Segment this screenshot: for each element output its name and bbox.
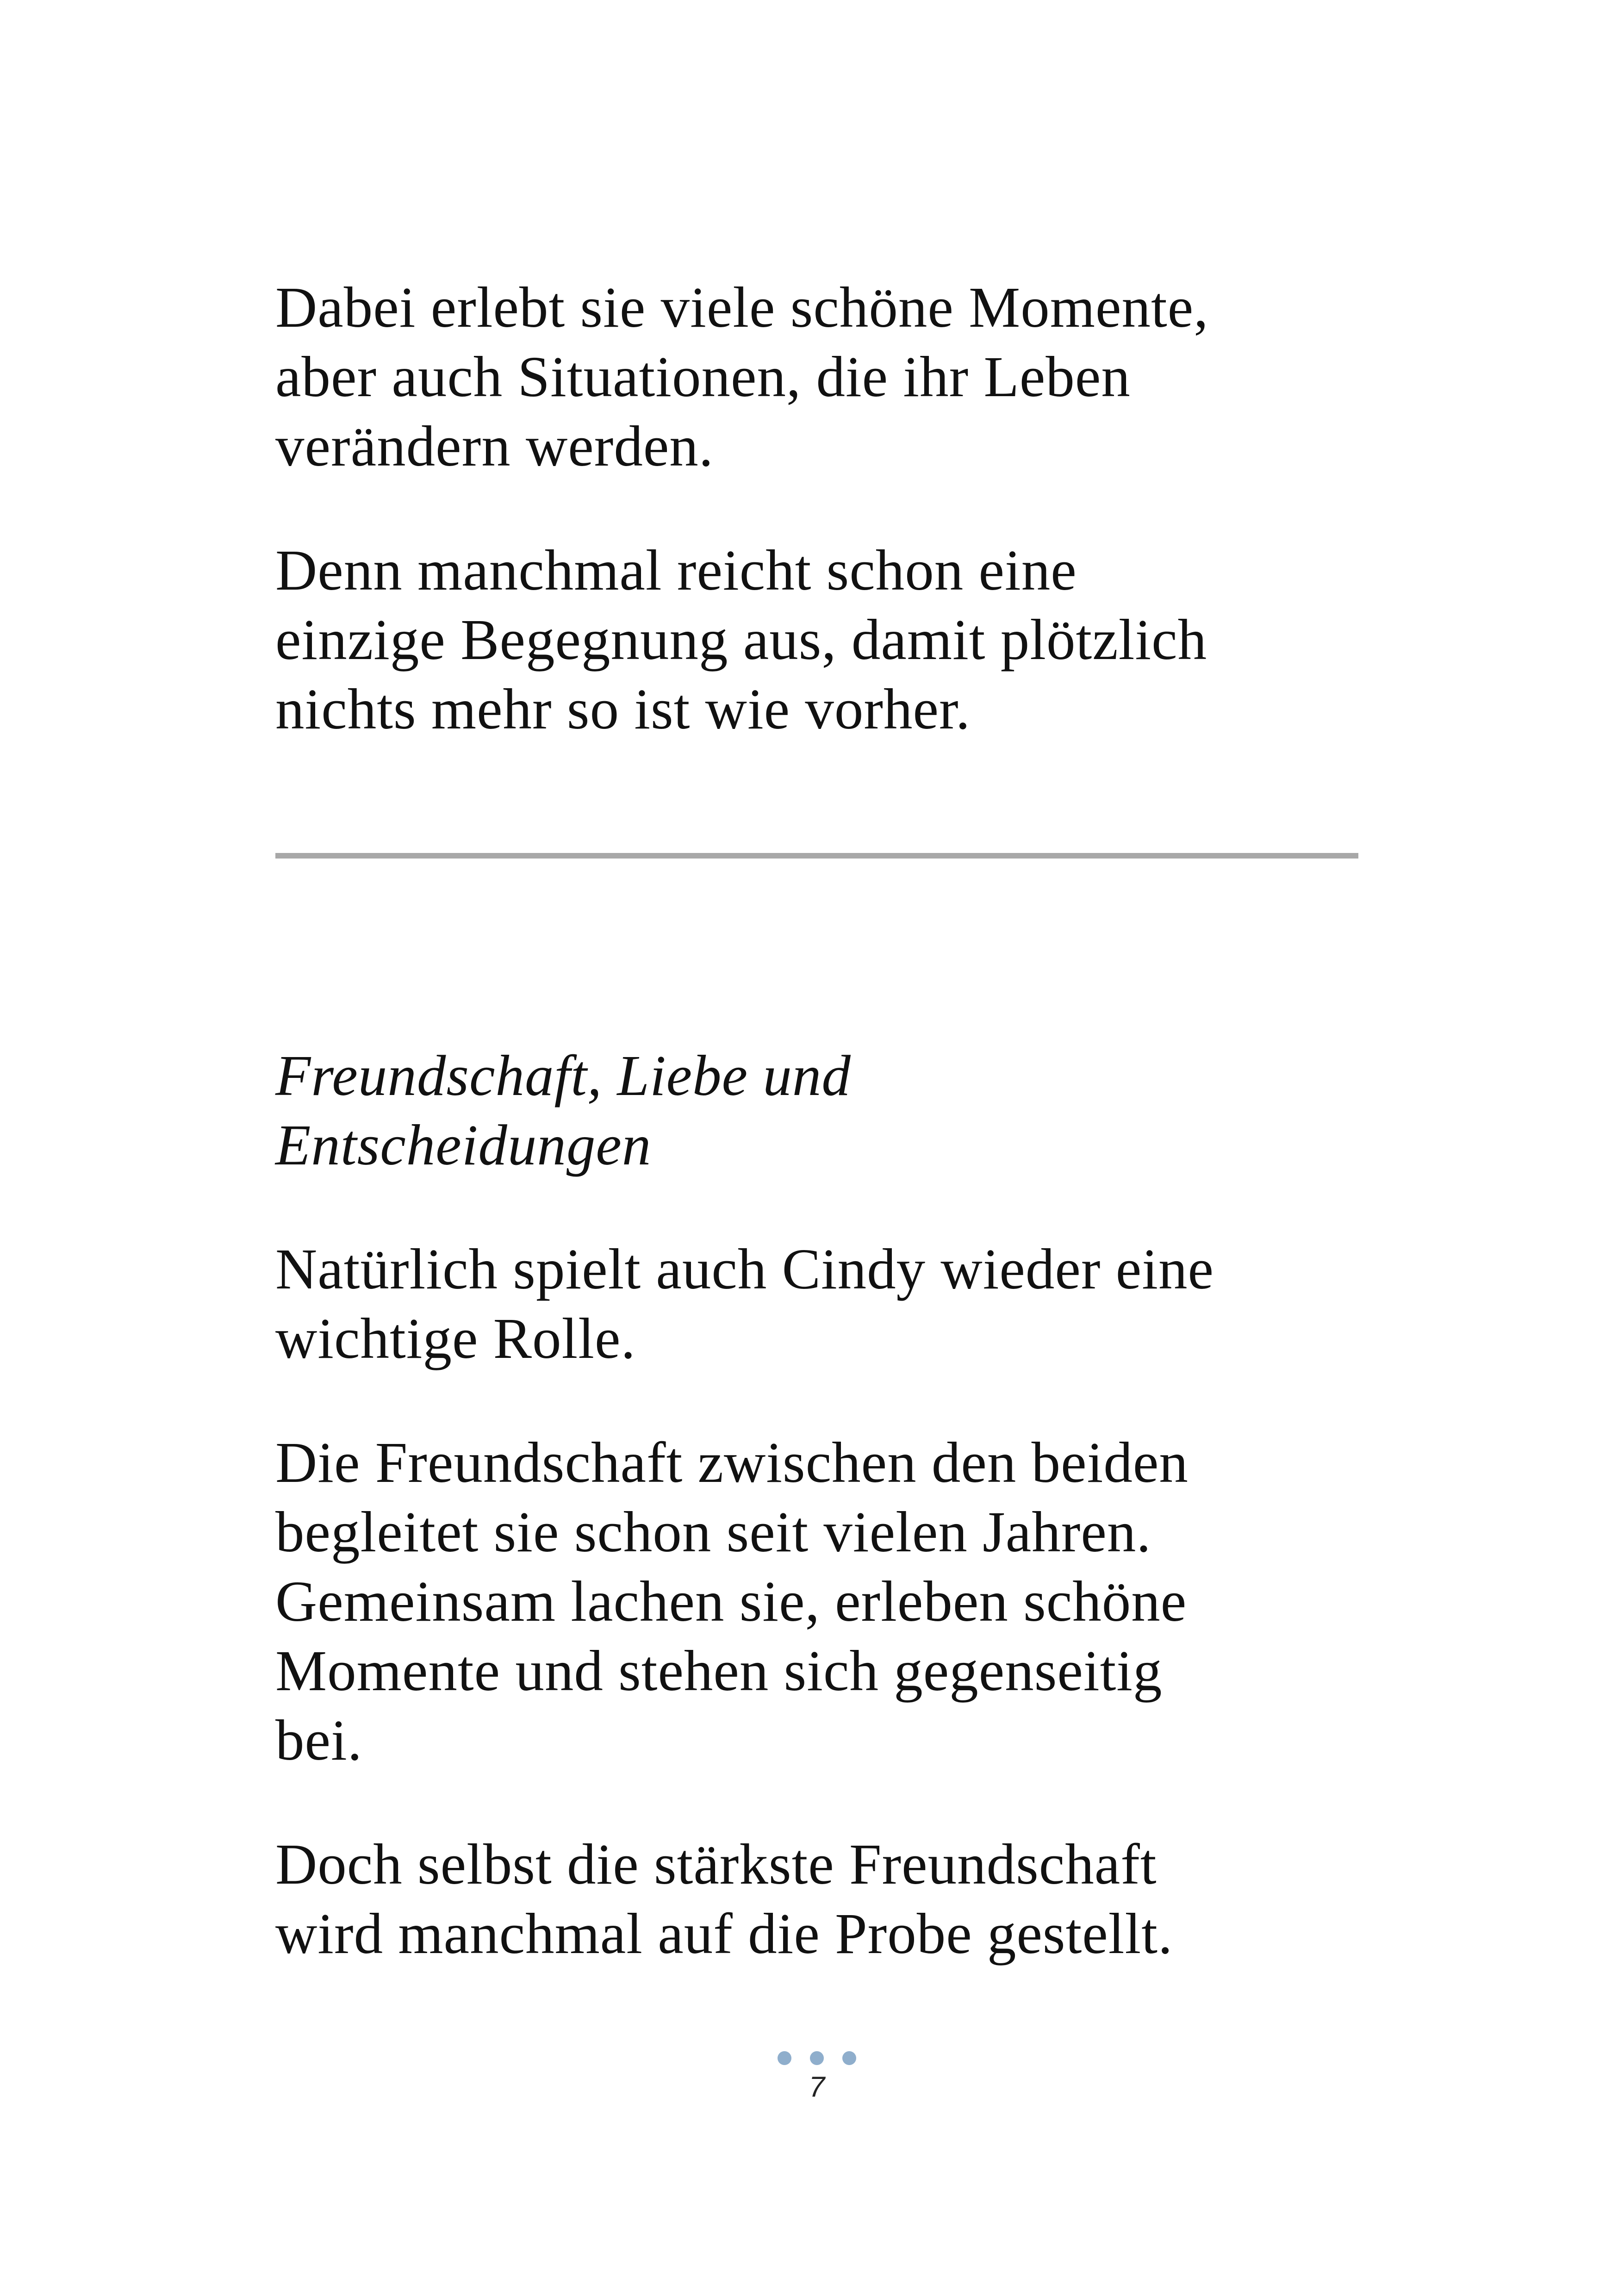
footer-ornament [778, 2051, 856, 2065]
text-line: nichts mehr so ist wie vorher. [275, 678, 971, 741]
ornament-dot [842, 2051, 856, 2065]
paragraph-cindy [275, 1235, 1358, 1374]
text-line: aber auch Situationen, die ihr Leben [275, 345, 1131, 409]
section-freundschaft [275, 1041, 1358, 1969]
ornament-dot [778, 2051, 791, 2065]
text-line: wichtige Rolle. [275, 1307, 636, 1371]
text-line: Doch selbst die stärkste Freundschaft [275, 1833, 1157, 1897]
paragraph-probe [275, 1830, 1358, 1969]
section-heading [275, 1041, 1358, 1180]
section-divider [275, 853, 1358, 859]
paragraph-dabei [275, 273, 1358, 481]
page-number: 7 [809, 2071, 825, 2103]
text-line: begleitet sie schon seit vielen Jahren. [275, 1500, 1151, 1564]
heading-line: Entscheidungen [275, 1114, 652, 1177]
text-line: Natürlich spielt auch Cindy wieder eine [275, 1238, 1214, 1301]
text-line: Gemeinsam lachen sie, erleben schöne [275, 1570, 1187, 1634]
heading-line: Freundschaft, Liebe und [275, 1044, 851, 1108]
text-line: verändern werden. [275, 415, 714, 479]
text-line: Die Freundschaft zwischen den beiden [275, 1431, 1189, 1495]
ornament-dot [810, 2051, 824, 2065]
text-line: Dabei erlebt sie viele schöne Momente, [275, 276, 1209, 340]
text-line: einzige Begegnung aus, damit plötzlich [275, 608, 1207, 672]
intro-text [275, 273, 1358, 744]
text-line: Denn manchmal reicht schon eine [275, 539, 1077, 603]
paragraph-freundschaft [275, 1428, 1358, 1775]
paragraph-denn [275, 536, 1358, 744]
text-line: bei. [275, 1709, 362, 1773]
text-line: wird manchmal auf die Probe gestellt. [275, 1902, 1173, 1966]
text-line: Momente und stehen sich gegenseitig [275, 1639, 1163, 1703]
